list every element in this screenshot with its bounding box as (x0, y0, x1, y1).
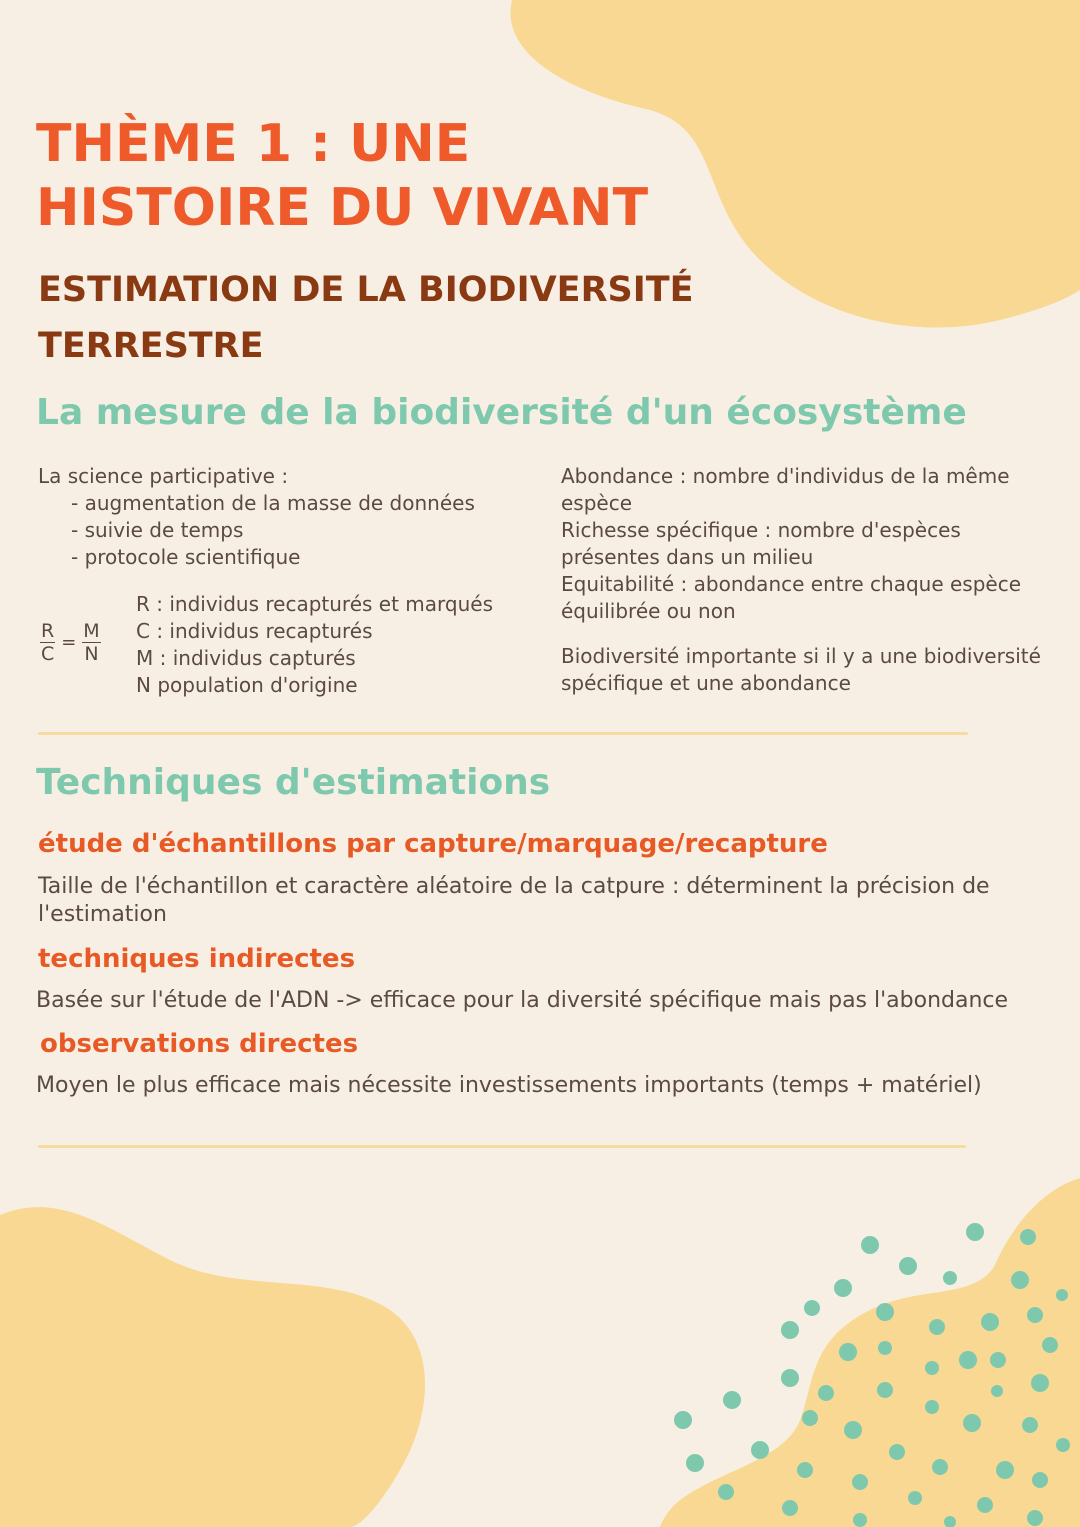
technique-text-capture: Taille de l'échantillon et caractère aléatoire de la catpure : déterminent la précision de l'estimation (38, 874, 990, 927)
fraction-m-over-n (82, 620, 100, 665)
technique-text-direct: Moyen le plus efficace mais nécessite investissements importants (temps + matériel) (36, 1073, 982, 1098)
science-participative-block (38, 463, 538, 571)
divider (38, 1145, 966, 1148)
title-line-1: THÈME 1 : UNE (36, 114, 471, 174)
technique-title-capture: étude d'échantillons par capture/marquage/recapture (38, 829, 828, 859)
fraction-denominator: N (84, 643, 99, 665)
fraction-r-over-c (40, 620, 55, 665)
fraction-denominator: C (40, 643, 55, 665)
definition-richesse: Richesse spécifique : nombre d'espèces présentes dans un milieu (561, 518, 961, 569)
definitions-block (561, 463, 1061, 697)
legend-item: C : individus recapturés (136, 619, 373, 643)
lincoln-formula (40, 620, 101, 665)
formula-legend (136, 591, 536, 699)
legend-item: R : individus recapturés et marqués (136, 592, 494, 616)
technique-text-indirect: Basée sur l'étude de l'ADN -> efficace pour la diversité spécifique mais pas l'abondance (36, 988, 1009, 1013)
heading-biodiversity-measure: La mesure de la biodiversité d'un écosystème (36, 392, 967, 433)
legend-item: N population d'origine (136, 673, 358, 697)
section-title (38, 262, 798, 374)
science-item: - augmentation de la masse de données (71, 490, 538, 517)
heading-techniques: Techniques d'estimations (36, 762, 551, 803)
title-line-2: HISTOIRE DU VIVANT (36, 178, 649, 238)
technique-title-indirect: techniques indirectes (38, 944, 356, 974)
fraction-numerator: R (41, 620, 55, 642)
biodiversity-conclusion: Biodiversité importante si il y a une biodiversité spécifique et une abondance (561, 644, 1041, 695)
legend-item: M : individus capturés (136, 646, 356, 670)
science-intro: La science participative : (38, 464, 289, 488)
fraction-numerator: M (83, 620, 100, 642)
section-line-1: ESTIMATION DE LA BIODIVERSITÉ (38, 270, 694, 310)
page-title (36, 112, 676, 240)
definition-abondance: Abondance : nombre d'individus de la même espèce (561, 464, 1010, 515)
equals-sign: = (61, 632, 77, 653)
section-line-2: TERRESTRE (38, 326, 264, 366)
divider (38, 732, 968, 735)
science-item: - protocole scientifique (71, 544, 538, 571)
definition-equitabilite: Equitabilité : abondance entre chaque espèce équilibrée ou non (561, 572, 1022, 623)
science-item: - suivie de temps (71, 517, 538, 544)
science-list (38, 490, 538, 571)
technique-title-direct: observations directes (40, 1029, 359, 1059)
